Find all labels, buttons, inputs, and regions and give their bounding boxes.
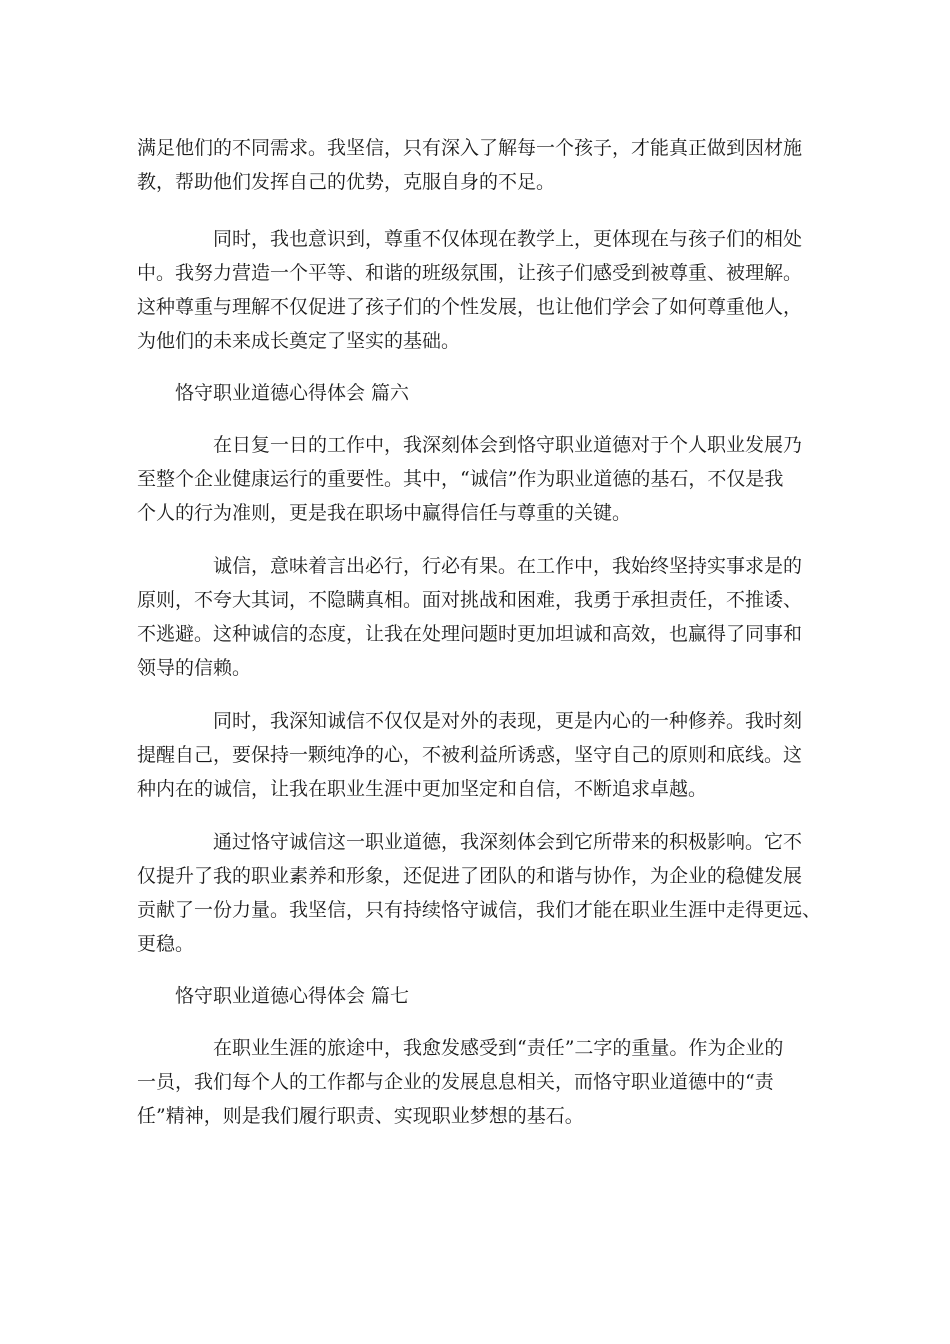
text-line: 同时，我深知诚信不仅仅是对外的表现，更是内心的一种修养。我时刻 (213, 710, 803, 732)
text-line: 贡献了一份力量。我坚信，只有持续恪守诚信，我们才能在职业生涯中走得更远、 (137, 899, 822, 921)
text-line: 任”精神，则是我们履行职责、实现职业梦想的基石。 (137, 1105, 584, 1127)
text-line: 这种尊重与理解不仅促进了孩子们的个性发展，也让他们学会了如何尊重他人， (137, 296, 803, 318)
text-line: 个人的行为准则，更是我在职场中赢得信任与尊重的关键。 (137, 502, 632, 524)
paragraph-integrity-meaning (137, 549, 817, 685)
text-line: 通过恪守诚信这一职业道德，我深刻体会到它所带来的积极影响。它不 (213, 831, 803, 853)
text-line: 种内在的诚信，让我在职业生涯中更加坚定和自信，不断追求卓越。 (137, 778, 708, 800)
text-line: 领导的信赖。 (137, 657, 252, 679)
paragraph-continued (137, 131, 817, 199)
text-line: 更稳。 (137, 933, 195, 955)
text-line: 教，帮助他们发挥自己的优势，克服自身的不足。 (137, 171, 556, 193)
paragraph-responsibility (137, 1031, 817, 1133)
text-line: 至整个企业健康运行的重要性。其中，“诚信”作为职业道德的基石，不仅是我 (137, 468, 784, 490)
text-line: 中。我努力营造一个平等、和谐的班级氛围，让孩子们感受到被尊重、被理解。 (137, 262, 803, 284)
paragraph-integrity-intro (137, 428, 817, 530)
text-line: 原则，不夸大其词，不隐瞒真相。面对挑战和困难，我勇于承担责任，不推诿、 (137, 589, 803, 611)
paragraph-inner-integrity (137, 704, 817, 806)
text-line: 不逃避。这种诚信的态度，让我在处理问题时更加坦诚和高效，也赢得了同事和 (137, 623, 803, 645)
text-line: 同时，我也意识到，尊重不仅体现在教学上，更体现在与孩子们的相处 (213, 228, 803, 250)
text-line: 提醒自己，要保持一颗纯净的心，不被利益所诱惑，坚守自己的原则和底线。这 (137, 744, 803, 766)
text-line: 满足他们的不同需求。我坚信，只有深入了解每一个孩子，才能真正做到因材施 (137, 137, 803, 159)
text-line: 仅提升了我的职业素养和形象，还促进了团队的和谐与协作，为企业的稳健发展 (137, 865, 803, 887)
text-line: 在日复一日的工作中，我深刻体会到恪守职业道德对于个人职业发展乃 (213, 434, 803, 456)
text-line: 诚信，意味着言出必行，行必有果。在工作中，我始终坚持实事求是的 (213, 555, 803, 577)
section-heading-6: 恪守职业道德心得体会 篇六 (175, 382, 410, 404)
text-line: 为他们的未来成长奠定了坚实的基础。 (137, 330, 461, 352)
text-line: 一员，我们每个人的工作都与企业的发展息息相关，而恪守职业道德中的“责 (137, 1071, 774, 1093)
section-heading-7: 恪守职业道德心得体会 篇七 (175, 985, 410, 1007)
text-line: 在职业生涯的旅途中，我愈发感受到“责任”二字的重量。作为企业的 (213, 1037, 784, 1059)
paragraph-respect (137, 222, 817, 358)
paragraph-integrity-impact (137, 825, 822, 961)
